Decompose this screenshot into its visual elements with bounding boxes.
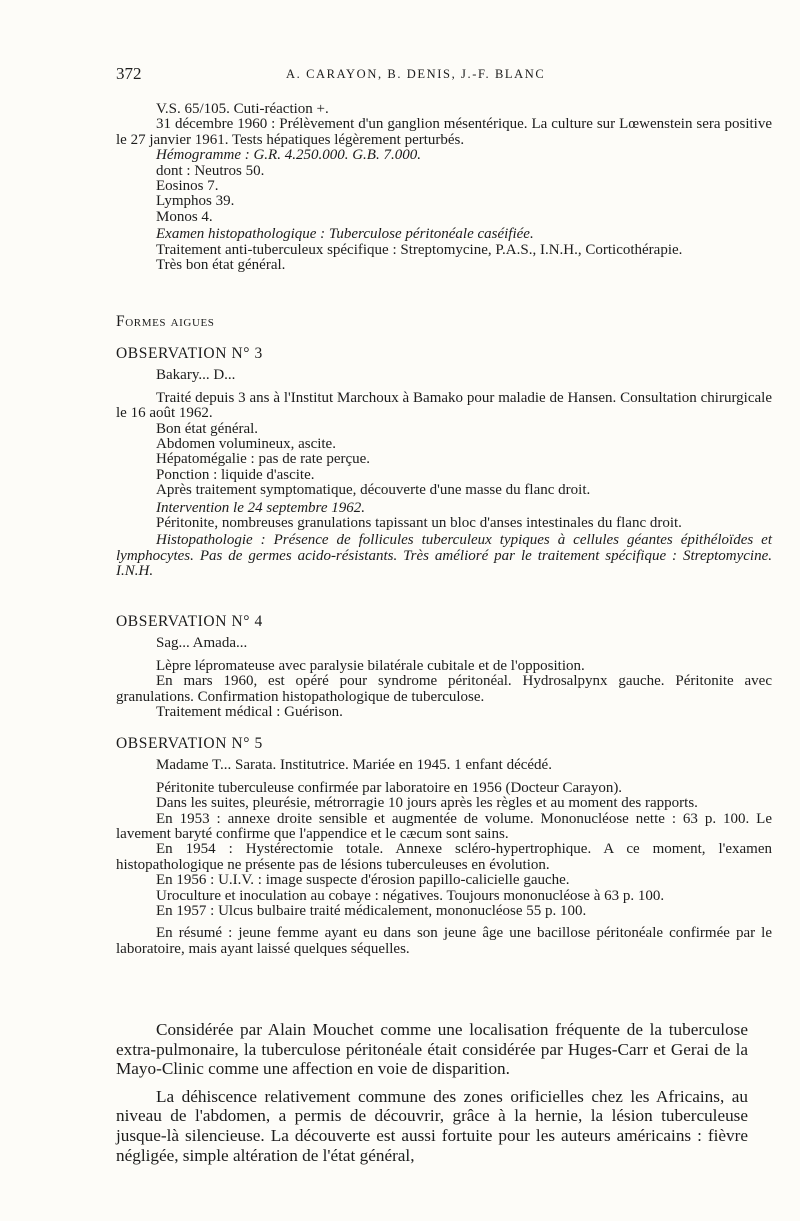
observation-line: Uroculture et inoculation au cobaye : négatives. Toujours mononucléose à 63 p. 100. bbox=[156, 887, 665, 904]
body-paragraph: La déhiscence relativement commune des zones orificielles chez les Africains, au niveau de l'abdomen, a permis de découvrir, grâce à la hernie, la lésion tuberculeuse jusque-là silencieuse. La découverte est aussi fortuite pour les auteurs américains : fièvre négligée, simple altération de l'état général, bbox=[116, 1086, 748, 1165]
observation-line: Péritonite, nombreuses granulations tapissant un bloc d'anses intestinales du flanc droit. bbox=[156, 515, 682, 532]
observation-line: Bakary... D... bbox=[156, 367, 236, 384]
observation-line: Lèpre lépromateuse avec paralysie bilatérale cubitale et de l'opposition. bbox=[156, 657, 585, 674]
observation-line: Intervention le 24 septembre 1962. bbox=[156, 499, 365, 516]
observation-title: OBSERVATION N° 4 bbox=[116, 613, 263, 630]
observation-line: Abdomen volumineux, ascite. bbox=[156, 436, 336, 453]
observation-line: En 1953 : annexe droite sensible et augmentée de volume. Mononucléose nette : 63 p. 100. Le lavement baryté confirme que l'appendice et le cæcum sont sains. bbox=[116, 810, 772, 843]
observation-line: Hépatomégalie : pas de rate perçue. bbox=[156, 451, 371, 468]
continuation-line: Traitement anti-tuberculeux spécifique : Streptomycine, P.A.S., I.N.H., Corticothérapie. bbox=[156, 241, 683, 258]
observation-line: Histopathologie : Présence de follicules tuberculeux typiques à cellules géantes épithéloïdes et lymphocytes. Pas de germes acido-résistants. Très amélioré par le traitement spécifique : Streptomycine. I.N.H. bbox=[116, 532, 772, 580]
observation-line: Dans les suites, pleurésie, métrorragie 10 jours après les règles et au moment des rapports. bbox=[156, 795, 698, 812]
observation-line: Péritonite tuberculeuse confirmée par laboratoire en 1956 (Docteur Carayon). bbox=[156, 779, 623, 796]
observation-line: En 1957 : Ulcus bulbaire traité médicalement, mononucléose 55 p. 100. bbox=[156, 903, 587, 920]
continuation-line: Hémogramme : G.R. 4.250.000. G.B. 7.000. bbox=[156, 147, 421, 164]
observation-line: En mars 1960, est opéré pour syndrome péritonéal. Hydrosalpynx gauche. Péritonite avec granulations. Confirmation histopathologique de tuberculose. bbox=[116, 673, 772, 705]
observation-line: Traitement médical : Guérison. bbox=[156, 704, 343, 721]
observation-line: Sag... Amada... bbox=[156, 635, 248, 652]
continuation-line: V.S. 65/105. Cuti-réaction +. bbox=[156, 101, 329, 117]
observation-title: OBSERVATION N° 3 bbox=[116, 345, 263, 362]
page-header bbox=[116, 64, 752, 86]
observation-line: Bon état général. bbox=[156, 420, 259, 437]
running-title: A. CARAYON, B. DENIS, J.-F. BLANC bbox=[286, 67, 546, 81]
continuation-line: Examen histopathologique : Tuberculose péritonéale caséifiée. bbox=[156, 226, 534, 243]
continuation-line: Très bon état général. bbox=[156, 257, 286, 274]
observation-line: En 1956 : U.I.V. : image suspecte d'érosion papillo-calicielle gauche. bbox=[156, 872, 570, 889]
continuation-line: dont : Neutros 50. bbox=[156, 162, 265, 179]
continuation-line: Monos 4. bbox=[156, 208, 213, 225]
section-title: Formes aigues bbox=[116, 313, 215, 330]
observation-5 bbox=[116, 736, 772, 957]
body-paragraph: Considérée par Alain Mouchet comme une localisation fréquente de la tuberculose extra-pulmonaire, la tuberculose péritonéale était considérée par Huges-Carr et Gerai de la Mayo-Clinic comme une affection en voie de disparition. bbox=[116, 1020, 748, 1079]
body-text bbox=[116, 1020, 748, 1173]
observation-line: Après traitement symptomatique, découverte d'une masse du flanc droit. bbox=[156, 482, 591, 499]
section-heading bbox=[116, 314, 772, 329]
observation-line: Madame T... Sarata. Institutrice. Mariée en 1945. 1 enfant décédé. bbox=[156, 757, 552, 774]
observation-title: OBSERVATION N° 5 bbox=[116, 735, 263, 752]
observation-3 bbox=[116, 346, 772, 580]
observation-line: En résumé : jeune femme ayant eu dans son jeune âge une bacillose péritonéale confirmée par le laboratoire, mais ayant laissé quelques séquelles. bbox=[116, 925, 772, 957]
continuation-line: 31 décembre 1960 : Prélèvement d'un ganglion mésentérique. La culture sur Lœwenstein sera positive le 27 janvier 1961. Tests hépatiques légèrement perturbés. bbox=[116, 116, 772, 148]
continuation-line: Lymphos 39. bbox=[156, 193, 235, 210]
page-number: 372 bbox=[116, 64, 142, 83]
observation-line: Traité depuis 3 ans à l'Institut Marchoux à Bamako pour maladie de Hansen. Consultation chirurgicale le 16 août 1962. bbox=[116, 389, 772, 422]
observation-line: En 1954 : Hystérectomie totale. Annexe scléro-hypertrophique. A ce moment, l'examen histopathologique ne présente pas de lésions tuberculeuses en évolution. bbox=[116, 841, 772, 873]
observation-line: Ponction : liquide d'ascite. bbox=[156, 466, 315, 483]
continuation-line: Eosinos 7. bbox=[156, 178, 219, 195]
observation-4 bbox=[116, 614, 772, 720]
case-continuation bbox=[116, 102, 772, 273]
